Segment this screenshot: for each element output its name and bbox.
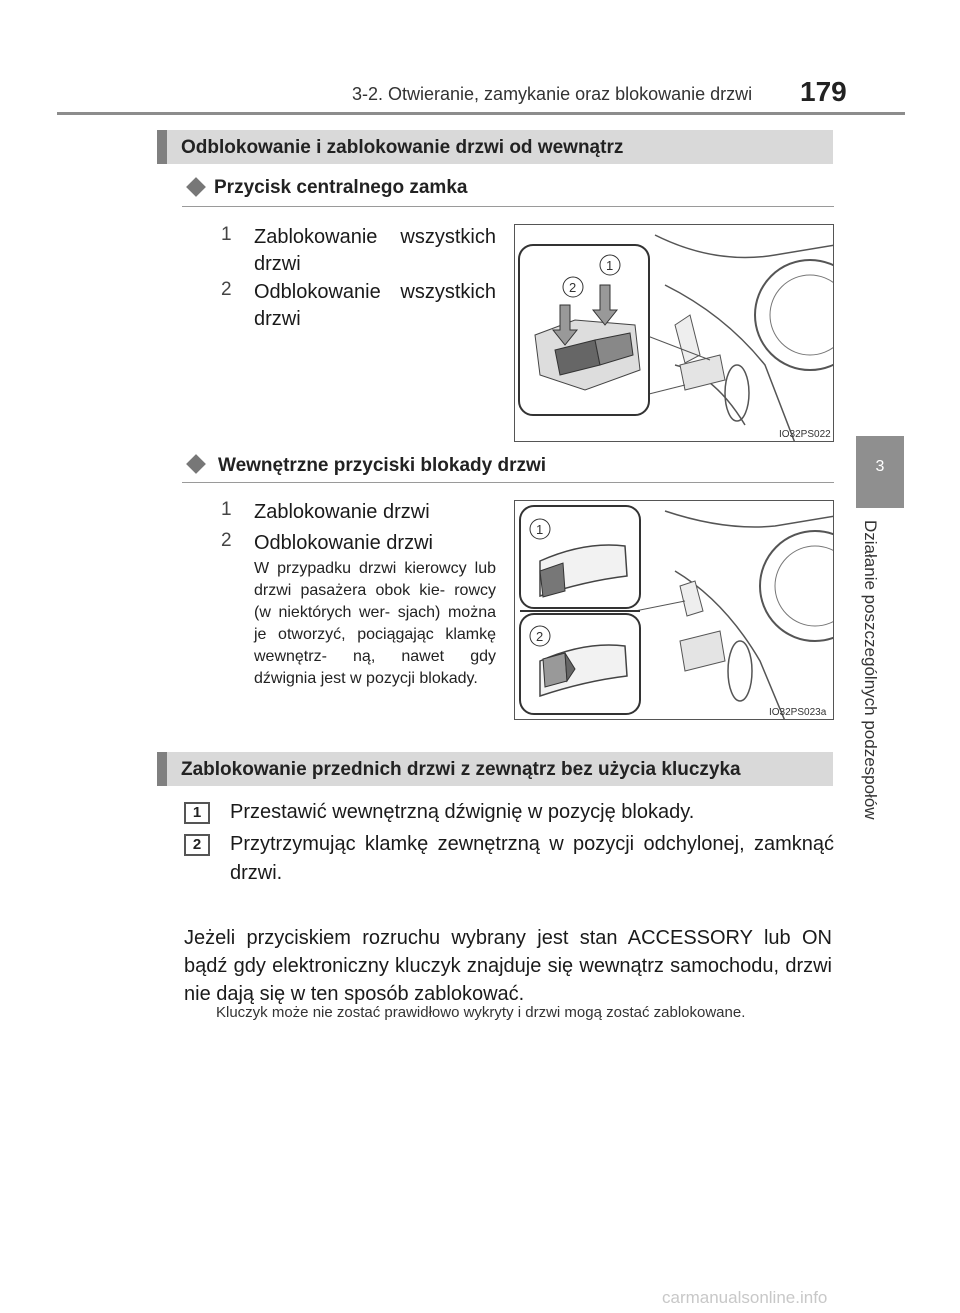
- sub-heading-rule: [182, 206, 834, 207]
- section-title: Zablokowanie przednich drzwi z zewnątrz bez użycia kluczyka: [181, 759, 741, 780]
- sub-heading: Przycisk centralnego zamka: [214, 177, 468, 198]
- figure-callout-1: 1: [606, 258, 614, 273]
- section-title: Odblokowanie i zablokowanie drzwi od wewnątrz: [181, 137, 624, 158]
- figure-central-lock-switch: [514, 224, 834, 442]
- item-number: 1: [221, 499, 232, 520]
- section-title-bar: [157, 752, 833, 786]
- item-number: 2: [221, 279, 232, 300]
- watermark: carmanualsonline.info: [662, 1288, 828, 1307]
- sub-heading-rule: [182, 482, 834, 483]
- chapter-tab-number: 3: [875, 458, 885, 475]
- figure-callout-2: 2: [569, 280, 577, 295]
- note-text: Kluczyk może nie zostać prawidłowo wykryty i drzwi mogą zostać zablokowane.: [216, 1004, 746, 1021]
- figure-callout-2: 2: [536, 629, 544, 644]
- item-text: Odblokowanie wszystkich drzwi: [254, 281, 496, 330]
- diamond-bullet-icon: [186, 177, 206, 197]
- item-text: Zablokowanie drzwi: [254, 501, 430, 523]
- body-paragraph: Jeżeli przyciskiem rozruchu wybrany jest stan ACCESSORY lub ON bądź gdy elektroniczny kluczyk znajduje się wewnątrz samochodu, drzwi nie dają się w ten sposób zablokować.: [184, 927, 832, 1005]
- item-text: Odblokowanie drzwi: [254, 532, 433, 554]
- figure-code: IO32PS023a: [769, 707, 827, 718]
- diamond-bullet-icon: [186, 454, 206, 474]
- chapter-tab-label: Działanie poszczególnych podzespołów: [861, 520, 880, 820]
- page-number: 179: [800, 76, 847, 107]
- figure-inner-lock-button: [514, 500, 834, 720]
- step-text: Przytrzymując klamkę zewnętrzną w pozycji odchylonej, zamknąć drzwi.: [230, 833, 834, 884]
- step-number-box: 1: [184, 802, 210, 824]
- header-rule: [57, 112, 905, 115]
- item-text: Zablokowanie wszystkich drzwi: [254, 226, 496, 275]
- section-title-bar: [157, 130, 833, 164]
- item-number: 1: [221, 224, 232, 245]
- note-text: W przypadku drzwi kierowcy lub drzwi pasażera obok kie- rowcy (w niektórych wer- sjach) można je otworzyć, pociągając klamkę wewnętrz- ną, nawet gdy dźwignia jest w pozycji blokady.: [254, 560, 496, 687]
- central-lock-illustration: [515, 225, 834, 442]
- sub-heading: Wewnętrzne przyciski blokady drzwi: [218, 455, 547, 476]
- inner-lock-illustration: [515, 501, 834, 720]
- figure-callout-1: 1: [536, 522, 544, 537]
- step-number-box: 2: [184, 834, 210, 856]
- figure-code: IO32PS022: [779, 429, 831, 440]
- header-title: 3-2. Otwieranie, zamykanie oraz blokowanie drzwi: [352, 84, 753, 104]
- item-number: 2: [221, 530, 232, 551]
- step-text: Przestawić wewnętrzną dźwignię w pozycję blokady.: [230, 801, 695, 823]
